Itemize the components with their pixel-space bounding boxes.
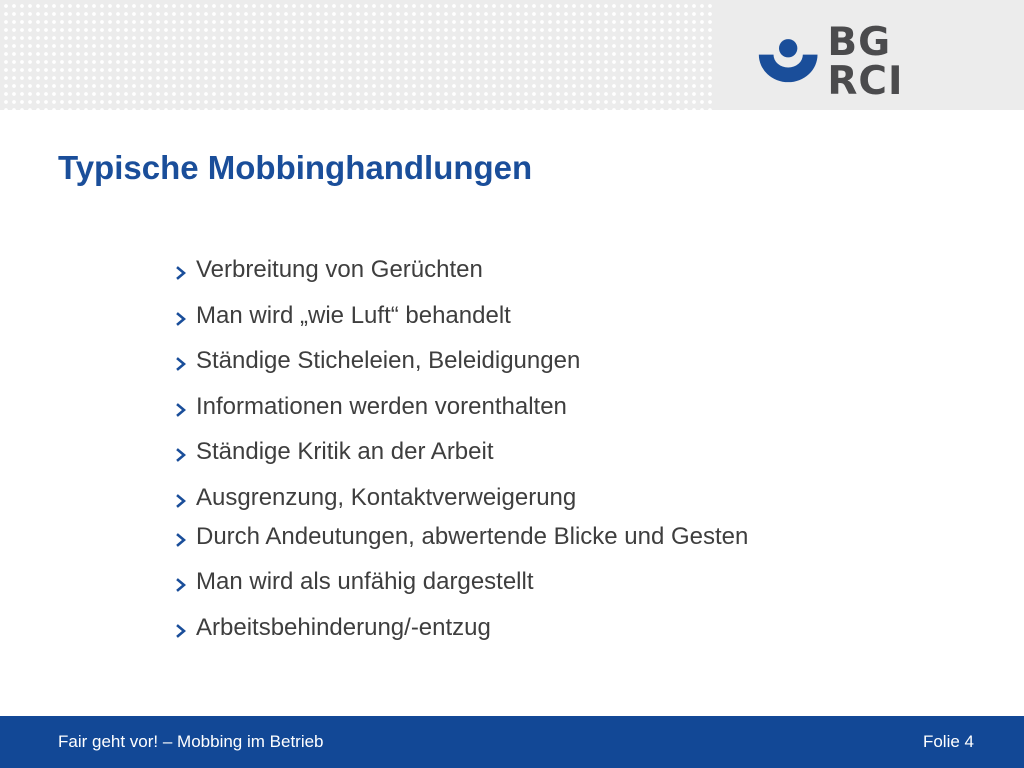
bullet-item	[172, 391, 567, 423]
bullet-text: Arbeitsbehinderung/-entzug	[196, 614, 491, 641]
bullet-text: Ständige Sticheleien, Beleidigungen	[196, 347, 581, 374]
bullet-text: Verbreitung von Gerüchten	[196, 256, 483, 283]
bullet-text: Informationen werden vorenthalten	[196, 393, 567, 420]
footer-presentation-title: Fair geht vor! – Mobbing im Betrieb	[58, 732, 324, 751]
bg-rci-emblem-icon	[757, 36, 819, 88]
bullet-item	[172, 436, 494, 468]
dot-pattern	[0, 0, 712, 110]
bullet-text: Durch Andeutungen, abwertende Blicke und Gesten	[196, 523, 749, 550]
bullet-text: Ausgrenzung, Kontaktverweigerung	[196, 484, 577, 511]
footer-bar	[0, 716, 1024, 768]
chevron-right-icon	[172, 566, 196, 598]
chevron-right-icon	[172, 345, 196, 377]
bullet-item	[172, 482, 576, 514]
bullet-text: Man wird als unfähig dargestellt	[196, 568, 534, 595]
bullet-item	[172, 300, 511, 332]
chevron-right-icon	[172, 436, 196, 468]
bullet-item	[172, 612, 491, 644]
chevron-right-icon	[172, 391, 196, 423]
bullet-item	[172, 521, 748, 553]
footer-slide-number: Folie 4	[922, 732, 974, 751]
chevron-right-icon	[172, 254, 196, 286]
bullet-item	[172, 345, 580, 377]
chevron-right-icon	[172, 521, 196, 553]
header-band	[0, 0, 1024, 110]
chevron-right-icon	[172, 300, 196, 332]
chevron-right-icon	[172, 482, 196, 514]
bullet-text: Ständige Kritik an der Arbeit	[196, 438, 494, 465]
bullet-item	[172, 254, 483, 286]
slide-title: Typische Mobbinghandlungen	[58, 149, 533, 186]
chevron-right-icon	[172, 612, 196, 644]
bullet-item	[172, 566, 534, 598]
logo-text: BG RCI	[827, 20, 904, 104]
bg-rci-logo	[757, 20, 969, 104]
bullet-text: Man wird „wie Luft“ behandelt	[196, 302, 511, 329]
